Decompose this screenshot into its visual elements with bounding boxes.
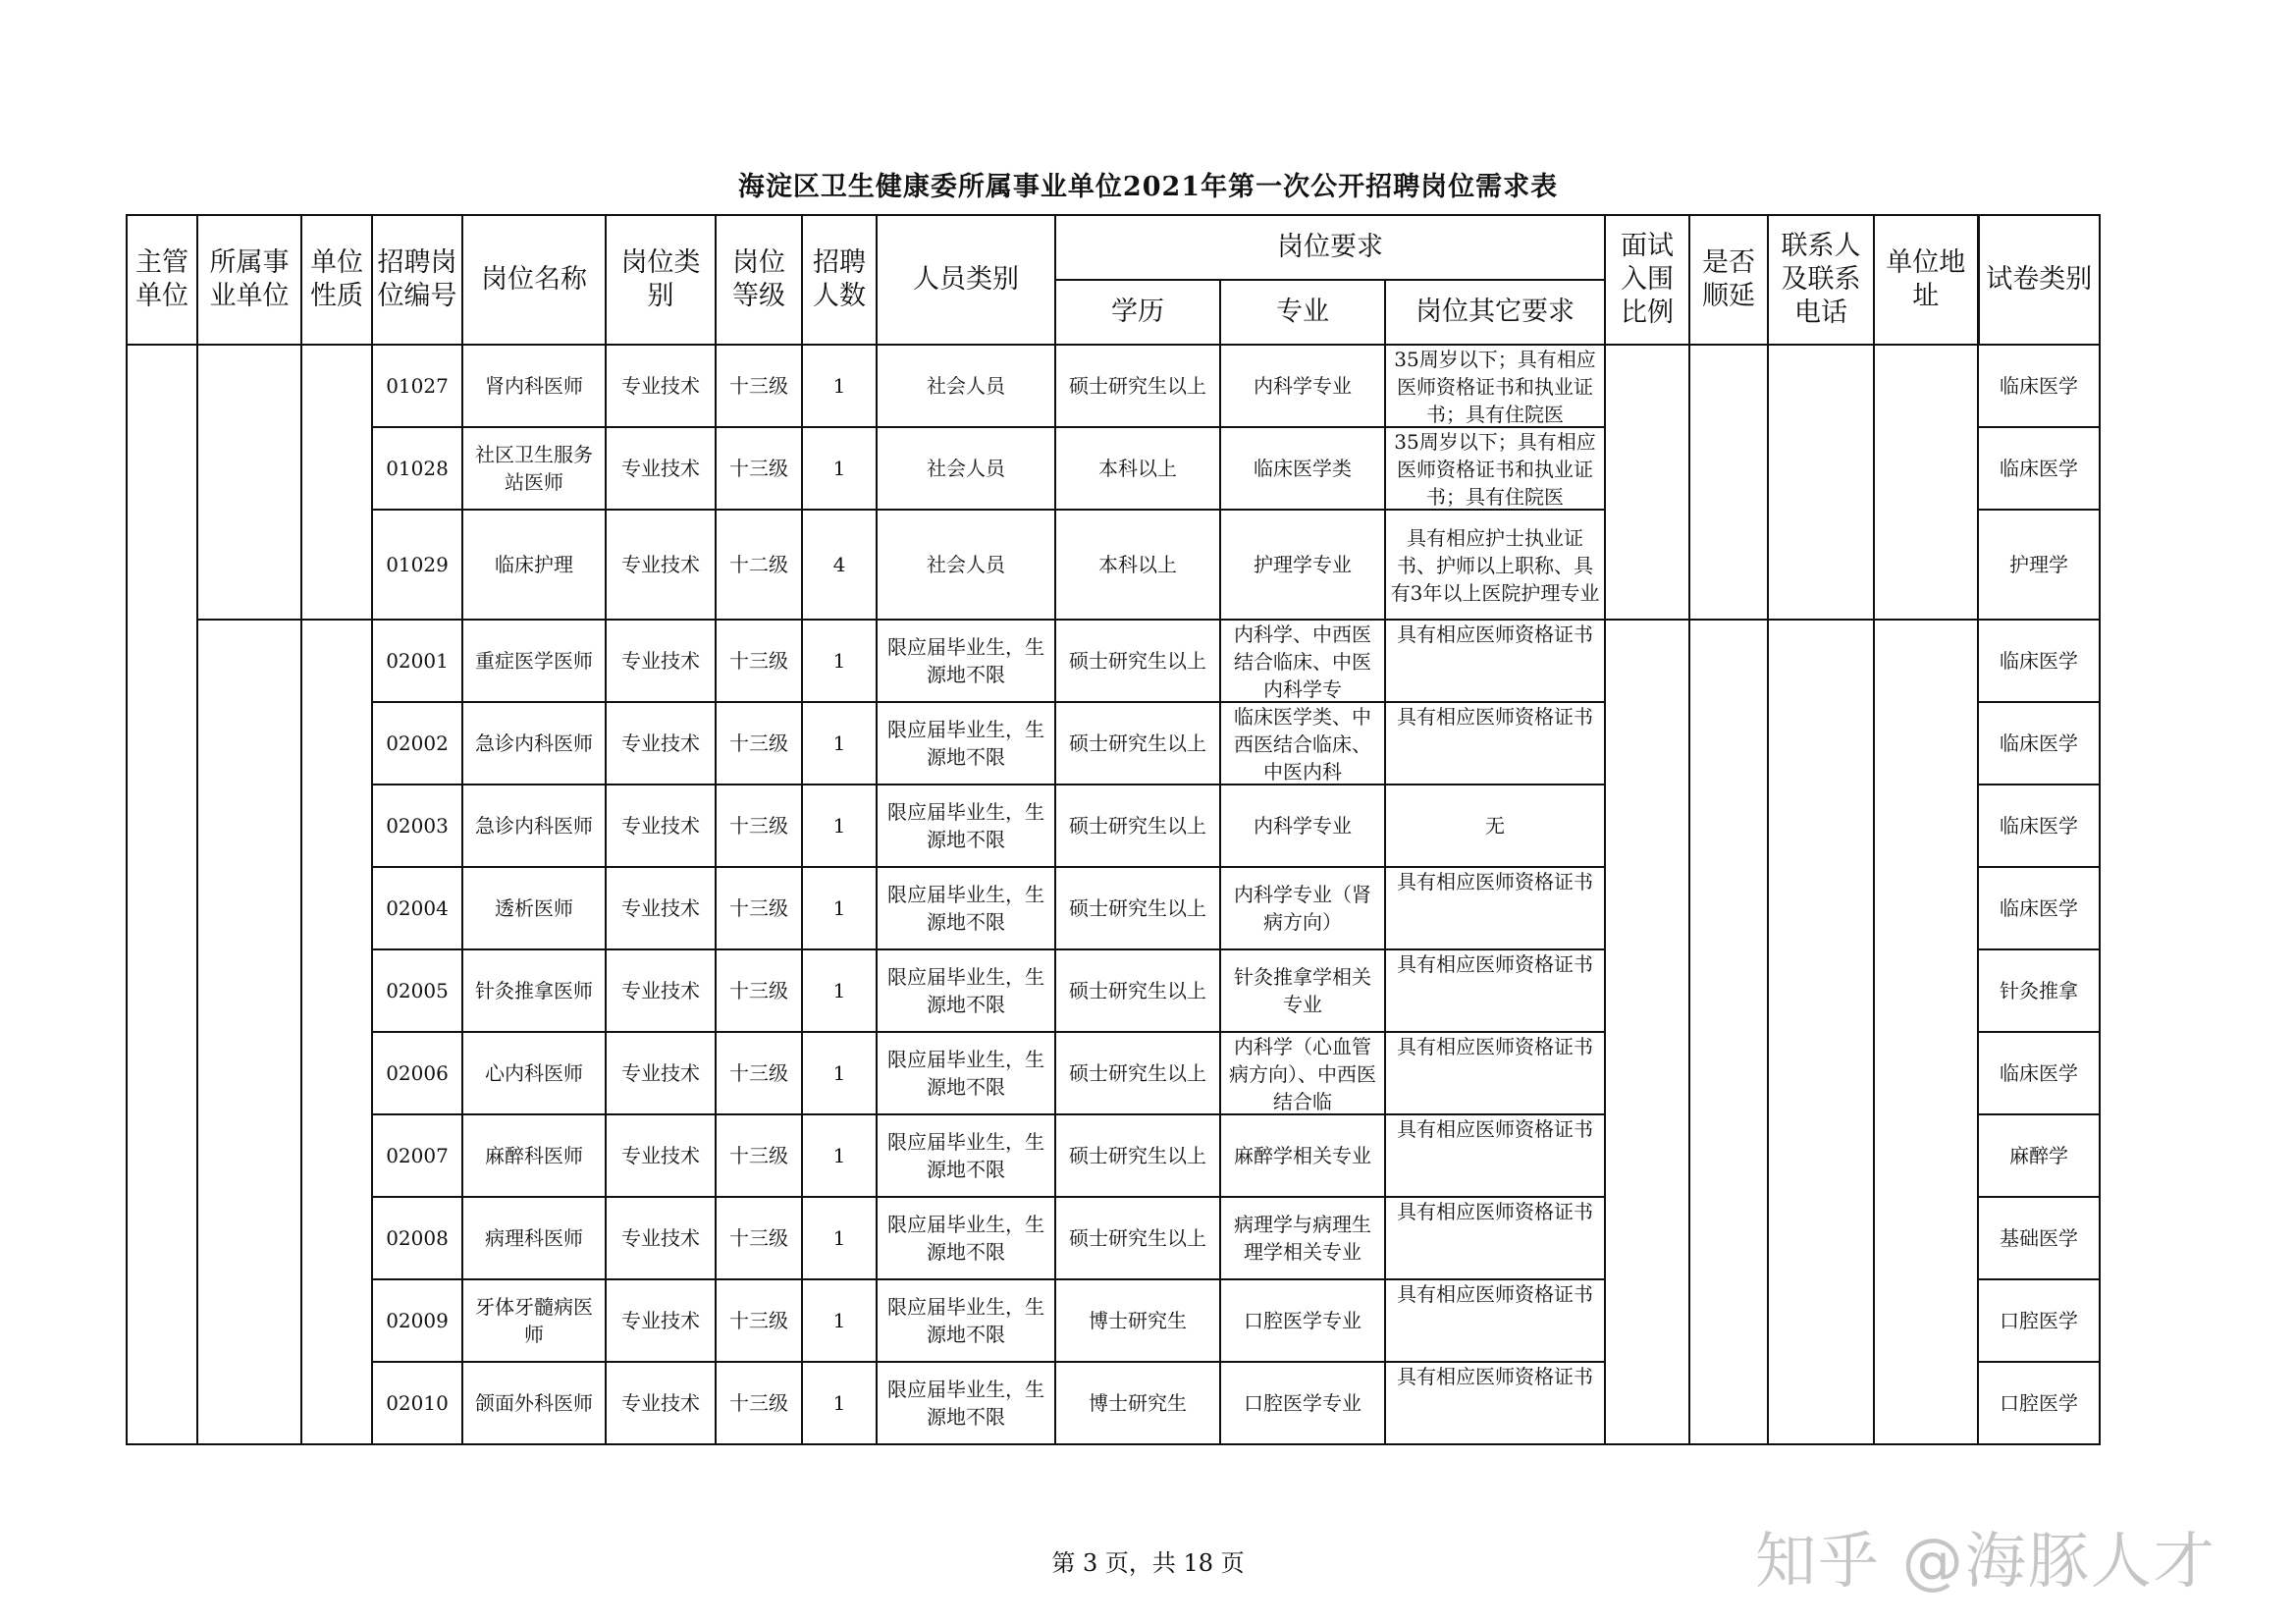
cell-level-text: 十二级 bbox=[729, 553, 788, 576]
cell-edu bbox=[1055, 867, 1220, 949]
cell-major bbox=[1220, 949, 1385, 1032]
cell-edu bbox=[1055, 785, 1220, 867]
cell-type bbox=[606, 1362, 716, 1444]
cell-count bbox=[802, 620, 877, 702]
cell-code bbox=[372, 1032, 462, 1114]
table-body bbox=[127, 345, 2100, 1444]
cell-edu bbox=[1055, 1197, 1220, 1279]
cell-major-text: 内科学专业 bbox=[1254, 374, 1352, 398]
cell-people-text: 限应届毕业生，生源地不限 bbox=[887, 1295, 1044, 1346]
cell-other-text: 具有相应医师资格证书 bbox=[1397, 705, 1593, 729]
cell-code-text: 02009 bbox=[386, 1309, 449, 1332]
cell-edu bbox=[1055, 1279, 1220, 1362]
cell-code bbox=[372, 867, 462, 949]
cell-exam: 麻醉学 bbox=[1978, 1114, 2100, 1197]
cell-people bbox=[877, 949, 1055, 1032]
cell-level-text: 十三级 bbox=[729, 979, 788, 1002]
cell-level bbox=[716, 345, 802, 427]
cell-count bbox=[802, 510, 877, 620]
cell-count-text: 1 bbox=[832, 1391, 846, 1415]
cell-type bbox=[606, 345, 716, 427]
cell-code-text: 01028 bbox=[386, 457, 449, 480]
cell-count bbox=[802, 1362, 877, 1444]
cell-exam: 临床医学 bbox=[1978, 702, 2100, 785]
cell-type bbox=[606, 1114, 716, 1197]
cell-major-text: 内科学专业（肾病方向） bbox=[1234, 883, 1371, 934]
cell-level-text: 十三级 bbox=[729, 731, 788, 755]
cell-type-text: 专业技术 bbox=[621, 457, 700, 480]
cell-people-text: 限应届毕业生，生源地不限 bbox=[887, 1130, 1044, 1181]
cell-other bbox=[1385, 1362, 1605, 1444]
cell-people-text: 限应届毕业生，生源地不限 bbox=[887, 883, 1044, 934]
cell-edu-text: 硕士研究生以上 bbox=[1069, 374, 1206, 398]
cell-other-text: 具有相应医师资格证书 bbox=[1397, 1282, 1593, 1306]
cell-edu-text: 本科以上 bbox=[1098, 553, 1177, 576]
cell-other bbox=[1385, 702, 1605, 785]
cell-type-text: 专业技术 bbox=[621, 896, 700, 920]
header-zhuanye: 专业 bbox=[1220, 280, 1385, 345]
cell-name-text: 急诊内科医师 bbox=[475, 731, 593, 755]
table-row bbox=[127, 345, 2100, 427]
cell-code-text: 02002 bbox=[386, 731, 449, 755]
cell-other-text: 具有相应护士执业证书、护师以上职称、具有3年以上医院护理专业 bbox=[1390, 526, 1600, 605]
cell-level-text: 十三级 bbox=[729, 1309, 788, 1332]
cell-edu bbox=[1055, 1362, 1220, 1444]
cell-other bbox=[1385, 620, 1605, 702]
cell-edu-text: 博士研究生 bbox=[1089, 1391, 1187, 1415]
cell-other-text: 无 bbox=[1485, 814, 1505, 838]
cell-people bbox=[877, 1197, 1055, 1279]
cell-code-text: 01029 bbox=[386, 553, 449, 576]
cell-people-text: 限应届毕业生，生源地不限 bbox=[887, 718, 1044, 769]
cell-xingzhi bbox=[301, 620, 372, 1444]
header-xueli: 学历 bbox=[1055, 280, 1220, 345]
watermark: 知乎 @海豚人才 bbox=[1755, 1525, 2216, 1597]
table-row bbox=[127, 620, 2100, 702]
cell-type-text: 专业技术 bbox=[621, 649, 700, 673]
cell-type-text: 专业技术 bbox=[621, 1391, 700, 1415]
cell-major bbox=[1220, 867, 1385, 949]
cell-major bbox=[1220, 345, 1385, 427]
header-renshu: 招聘人数 bbox=[802, 215, 877, 345]
header-bianhao: 招聘岗位编号 bbox=[372, 215, 462, 345]
cell-level-text: 十三级 bbox=[729, 649, 788, 673]
cell-level bbox=[716, 427, 802, 510]
cell-name bbox=[462, 510, 606, 620]
cell-name bbox=[462, 620, 606, 702]
cell-suoshu bbox=[197, 345, 301, 620]
cell-lianxi bbox=[1768, 345, 1874, 620]
cell-exam: 临床医学 bbox=[1978, 1032, 2100, 1114]
header-leibie: 岗位类别 bbox=[606, 215, 716, 345]
cell-edu-text: 博士研究生 bbox=[1089, 1309, 1187, 1332]
cell-edu bbox=[1055, 949, 1220, 1032]
cell-exam: 临床医学 bbox=[1978, 427, 2100, 510]
cell-type-text: 专业技术 bbox=[621, 1061, 700, 1085]
cell-type-text: 专业技术 bbox=[621, 1144, 700, 1167]
cell-type-text: 专业技术 bbox=[621, 979, 700, 1002]
cell-other-text: 具有相应医师资格证书 bbox=[1397, 952, 1593, 976]
cell-major bbox=[1220, 1032, 1385, 1114]
header-dengji: 岗位等级 bbox=[716, 215, 802, 345]
recruitment-table bbox=[126, 214, 2101, 1445]
cell-count bbox=[802, 867, 877, 949]
cell-name bbox=[462, 785, 606, 867]
cell-other bbox=[1385, 1197, 1605, 1279]
header-bili: 面试入围比例 bbox=[1605, 215, 1689, 345]
cell-level bbox=[716, 867, 802, 949]
cell-other-text: 具有相应医师资格证书 bbox=[1397, 1117, 1593, 1141]
cell-people bbox=[877, 867, 1055, 949]
cell-people bbox=[877, 1362, 1055, 1444]
cell-exam: 针灸推拿 bbox=[1978, 949, 2100, 1032]
cell-count bbox=[802, 1032, 877, 1114]
cell-name bbox=[462, 1197, 606, 1279]
cell-people-text: 限应届毕业生，生源地不限 bbox=[887, 1213, 1044, 1264]
cell-count-text: 1 bbox=[832, 1226, 846, 1250]
cell-major bbox=[1220, 427, 1385, 510]
cell-name-text: 针灸推拿医师 bbox=[475, 979, 593, 1002]
cell-count-text: 1 bbox=[832, 979, 846, 1002]
cell-type bbox=[606, 427, 716, 510]
cell-shunyan bbox=[1689, 620, 1768, 1444]
header-zhuguan: 主管单位 bbox=[127, 215, 197, 345]
cell-name-text: 透析医师 bbox=[495, 896, 573, 920]
cell-other bbox=[1385, 427, 1605, 510]
cell-code bbox=[372, 510, 462, 620]
cell-count bbox=[802, 1114, 877, 1197]
cell-other bbox=[1385, 949, 1605, 1032]
cell-edu-text: 硕士研究生以上 bbox=[1069, 979, 1206, 1002]
cell-code bbox=[372, 702, 462, 785]
cell-type bbox=[606, 510, 716, 620]
cell-edu-text: 硕士研究生以上 bbox=[1069, 1144, 1206, 1167]
cell-name-text: 急诊内科医师 bbox=[475, 814, 593, 838]
cell-code bbox=[372, 949, 462, 1032]
header-shijuan: 试卷类别 bbox=[1978, 215, 2100, 345]
cell-name-text: 肾内科医师 bbox=[485, 374, 583, 398]
cell-count bbox=[802, 949, 877, 1032]
cell-level-text: 十三级 bbox=[729, 1226, 788, 1250]
cell-other bbox=[1385, 1114, 1605, 1197]
cell-exam: 口腔医学 bbox=[1978, 1279, 2100, 1362]
cell-code-text: 01027 bbox=[386, 374, 449, 398]
cell-people bbox=[877, 785, 1055, 867]
cell-edu bbox=[1055, 620, 1220, 702]
cell-edu bbox=[1055, 702, 1220, 785]
cell-type-text: 专业技术 bbox=[621, 731, 700, 755]
cell-bili bbox=[1605, 345, 1689, 620]
cell-other-text: 具有相应医师资格证书 bbox=[1397, 1200, 1593, 1223]
cell-other bbox=[1385, 1279, 1605, 1362]
cell-people bbox=[877, 1279, 1055, 1362]
cell-level bbox=[716, 620, 802, 702]
page-footer: 第 3 页，共 18 页 bbox=[1051, 1549, 1245, 1577]
cell-level-text: 十三级 bbox=[729, 814, 788, 838]
cell-people bbox=[877, 1114, 1055, 1197]
cell-name bbox=[462, 867, 606, 949]
cell-count bbox=[802, 427, 877, 510]
cell-code-text: 02010 bbox=[386, 1391, 449, 1415]
header-qita: 岗位其它要求 bbox=[1385, 280, 1605, 345]
cell-xingzhi bbox=[301, 345, 372, 620]
cell-level-text: 十三级 bbox=[729, 374, 788, 398]
cell-name-text: 重症医学医师 bbox=[475, 649, 593, 673]
cell-major-text: 护理学专业 bbox=[1254, 553, 1352, 576]
cell-code-text: 02001 bbox=[386, 649, 449, 673]
cell-code bbox=[372, 1279, 462, 1362]
cell-exam: 口腔医学 bbox=[1978, 1362, 2100, 1444]
cell-people bbox=[877, 510, 1055, 620]
cell-exam: 临床医学 bbox=[1978, 867, 2100, 949]
cell-count-text: 1 bbox=[832, 731, 846, 755]
cell-name-text: 心内科医师 bbox=[485, 1061, 583, 1085]
cell-count-text: 4 bbox=[832, 553, 846, 576]
cell-name-text: 临床护理 bbox=[495, 553, 573, 576]
cell-code-text: 02003 bbox=[386, 814, 449, 838]
cell-other-text: 具有相应医师资格证书 bbox=[1397, 1365, 1593, 1388]
cell-code bbox=[372, 427, 462, 510]
cell-dizhi bbox=[1874, 620, 1978, 1444]
header-lianxi: 联系人及联系电话 bbox=[1768, 215, 1874, 345]
cell-shunyan bbox=[1689, 345, 1768, 620]
cell-people-text: 限应届毕业生，生源地不限 bbox=[887, 800, 1044, 851]
cell-edu-text: 硕士研究生以上 bbox=[1069, 1061, 1206, 1085]
cell-major bbox=[1220, 1362, 1385, 1444]
cell-name-text: 麻醉科医师 bbox=[485, 1144, 583, 1167]
cell-people-text: 限应届毕业生，生源地不限 bbox=[887, 965, 1044, 1016]
cell-other bbox=[1385, 510, 1605, 620]
cell-name bbox=[462, 1114, 606, 1197]
cell-code bbox=[372, 1197, 462, 1279]
cell-people-text: 社会人员 bbox=[927, 374, 1005, 398]
cell-major bbox=[1220, 1279, 1385, 1362]
cell-major-text: 病理学与病理生理学相关专业 bbox=[1234, 1213, 1371, 1264]
cell-suoshu bbox=[197, 620, 301, 1444]
cell-edu-text: 硕士研究生以上 bbox=[1069, 896, 1206, 920]
cell-name bbox=[462, 1032, 606, 1114]
cell-edu bbox=[1055, 1032, 1220, 1114]
cell-people bbox=[877, 345, 1055, 427]
cell-level-text: 十三级 bbox=[729, 457, 788, 480]
cell-type bbox=[606, 702, 716, 785]
cell-bili bbox=[1605, 620, 1689, 1444]
cell-level bbox=[716, 1114, 802, 1197]
cell-type-text: 专业技术 bbox=[621, 1226, 700, 1250]
cell-people bbox=[877, 427, 1055, 510]
cell-code-text: 02008 bbox=[386, 1226, 449, 1250]
cell-name-text: 颌面外科医师 bbox=[475, 1391, 593, 1415]
cell-people-text: 社会人员 bbox=[927, 553, 1005, 576]
cell-count-text: 1 bbox=[832, 814, 846, 838]
cell-major-text: 麻醉学相关专业 bbox=[1234, 1144, 1371, 1167]
cell-exam: 临床医学 bbox=[1978, 620, 2100, 702]
cell-edu bbox=[1055, 510, 1220, 620]
header-mingcheng: 岗位名称 bbox=[462, 215, 606, 345]
cell-major-text: 内科学专业 bbox=[1254, 814, 1352, 838]
cell-type-text: 专业技术 bbox=[621, 553, 700, 576]
cell-major-text: 临床医学类 bbox=[1254, 457, 1352, 480]
header-renyuan: 人员类别 bbox=[877, 215, 1055, 345]
cell-count bbox=[802, 1197, 877, 1279]
header-yaoqiu: 岗位要求 bbox=[1055, 215, 1605, 280]
cell-level-text: 十三级 bbox=[729, 896, 788, 920]
cell-code-text: 02006 bbox=[386, 1061, 449, 1085]
cell-major-text: 口腔医学专业 bbox=[1244, 1391, 1362, 1415]
cell-people bbox=[877, 702, 1055, 785]
cell-major bbox=[1220, 1114, 1385, 1197]
cell-code bbox=[372, 1362, 462, 1444]
header-xingzhi: 单位性质 bbox=[301, 215, 372, 345]
cell-edu bbox=[1055, 345, 1220, 427]
cell-other-text: 具有相应医师资格证书 bbox=[1397, 623, 1593, 646]
cell-type-text: 专业技术 bbox=[621, 1309, 700, 1332]
cell-type bbox=[606, 620, 716, 702]
cell-other bbox=[1385, 345, 1605, 427]
header-dizhi: 单位地址 bbox=[1874, 215, 1978, 345]
cell-edu bbox=[1055, 1114, 1220, 1197]
cell-people-text: 限应届毕业生，生源地不限 bbox=[887, 1048, 1044, 1099]
cell-edu-text: 硕士研究生以上 bbox=[1069, 731, 1206, 755]
header-row-1 bbox=[127, 215, 2100, 280]
cell-code bbox=[372, 785, 462, 867]
cell-level bbox=[716, 1032, 802, 1114]
cell-count-text: 1 bbox=[832, 457, 846, 480]
cell-level-text: 十三级 bbox=[729, 1061, 788, 1085]
cell-major bbox=[1220, 510, 1385, 620]
cell-level bbox=[716, 1362, 802, 1444]
cell-count-text: 1 bbox=[832, 1061, 846, 1085]
cell-level-text: 十三级 bbox=[729, 1391, 788, 1415]
cell-type bbox=[606, 867, 716, 949]
cell-name-text: 病理科医师 bbox=[485, 1226, 583, 1250]
cell-level bbox=[716, 510, 802, 620]
cell-count-text: 1 bbox=[832, 896, 846, 920]
cell-code-text: 02005 bbox=[386, 979, 449, 1002]
cell-other-text: 具有相应医师资格证书 bbox=[1397, 1035, 1593, 1058]
cell-other-text: 具有相应医师资格证书 bbox=[1397, 870, 1593, 893]
cell-count-text: 1 bbox=[832, 649, 846, 673]
cell-name-text: 牙体牙髓病医师 bbox=[475, 1295, 593, 1346]
cell-level bbox=[716, 1197, 802, 1279]
cell-major-text: 内科学、中西医结合临床、中医内科学专 bbox=[1234, 623, 1371, 701]
cell-other bbox=[1385, 1032, 1605, 1114]
cell-lianxi bbox=[1768, 620, 1874, 1444]
cell-name bbox=[462, 702, 606, 785]
cell-type-text: 专业技术 bbox=[621, 374, 700, 398]
cell-major bbox=[1220, 1197, 1385, 1279]
cell-type-text: 专业技术 bbox=[621, 814, 700, 838]
cell-count bbox=[802, 702, 877, 785]
cell-edu bbox=[1055, 427, 1220, 510]
cell-major bbox=[1220, 620, 1385, 702]
cell-exam: 基础医学 bbox=[1978, 1197, 2100, 1279]
cell-people-text: 社会人员 bbox=[927, 457, 1005, 480]
cell-major-text: 针灸推拿学相关专业 bbox=[1234, 965, 1371, 1016]
cell-count-text: 1 bbox=[832, 1309, 846, 1332]
cell-count-text: 1 bbox=[832, 1144, 846, 1167]
cell-type bbox=[606, 1032, 716, 1114]
cell-people-text: 限应届毕业生，生源地不限 bbox=[887, 635, 1044, 686]
cell-people-text: 限应届毕业生，生源地不限 bbox=[887, 1378, 1044, 1429]
cell-count-text: 1 bbox=[832, 374, 846, 398]
cell-edu-text: 硕士研究生以上 bbox=[1069, 1226, 1206, 1250]
cell-exam: 临床医学 bbox=[1978, 345, 2100, 427]
cell-major bbox=[1220, 702, 1385, 785]
cell-level-text: 十三级 bbox=[729, 1144, 788, 1167]
cell-exam: 临床医学 bbox=[1978, 785, 2100, 867]
cell-code bbox=[372, 345, 462, 427]
cell-other-text: 35周岁以下；具有相应医师资格证书和执业证书；具有住院医 bbox=[1394, 430, 1596, 509]
cell-name bbox=[462, 427, 606, 510]
cell-code bbox=[372, 620, 462, 702]
cell-code bbox=[372, 1114, 462, 1197]
header-shunyan: 是否顺延 bbox=[1689, 215, 1768, 345]
cell-major bbox=[1220, 785, 1385, 867]
cell-major-text: 口腔医学专业 bbox=[1244, 1309, 1362, 1332]
cell-name bbox=[462, 345, 606, 427]
cell-zhuguan bbox=[127, 345, 197, 1444]
cell-level bbox=[716, 949, 802, 1032]
document-title: 海淀区卫生健康委所属事业单位2021年第一次公开招聘岗位需求表 bbox=[737, 172, 1559, 202]
cell-type bbox=[606, 949, 716, 1032]
cell-name bbox=[462, 1279, 606, 1362]
cell-dizhi bbox=[1874, 345, 1978, 620]
cell-name-text: 社区卫生服务站医师 bbox=[475, 443, 593, 494]
cell-name bbox=[462, 1362, 606, 1444]
cell-people bbox=[877, 1032, 1055, 1114]
cell-other-text: 35周岁以下；具有相应医师资格证书和执业证书；具有住院医 bbox=[1394, 348, 1596, 426]
cell-count bbox=[802, 785, 877, 867]
cell-count bbox=[802, 345, 877, 427]
cell-code-text: 02004 bbox=[386, 896, 449, 920]
cell-level bbox=[716, 702, 802, 785]
cell-other bbox=[1385, 867, 1605, 949]
cell-name bbox=[462, 949, 606, 1032]
cell-exam: 护理学 bbox=[1978, 510, 2100, 620]
header-suoshu: 所属事业单位 bbox=[197, 215, 301, 345]
cell-edu-text: 硕士研究生以上 bbox=[1069, 814, 1206, 838]
cell-major-text: 临床医学类、中西医结合临床、中医内科 bbox=[1234, 705, 1371, 784]
cell-type bbox=[606, 1197, 716, 1279]
cell-people bbox=[877, 620, 1055, 702]
cell-type bbox=[606, 785, 716, 867]
cell-level bbox=[716, 785, 802, 867]
cell-edu-text: 本科以上 bbox=[1098, 457, 1177, 480]
cell-type bbox=[606, 1279, 716, 1362]
cell-code-text: 02007 bbox=[386, 1144, 449, 1167]
cell-other bbox=[1385, 785, 1605, 867]
cell-major-text: 内科学（心血管病方向）、中西医结合临 bbox=[1229, 1035, 1376, 1113]
cell-level bbox=[716, 1279, 802, 1362]
cell-count bbox=[802, 1279, 877, 1362]
cell-edu-text: 硕士研究生以上 bbox=[1069, 649, 1206, 673]
